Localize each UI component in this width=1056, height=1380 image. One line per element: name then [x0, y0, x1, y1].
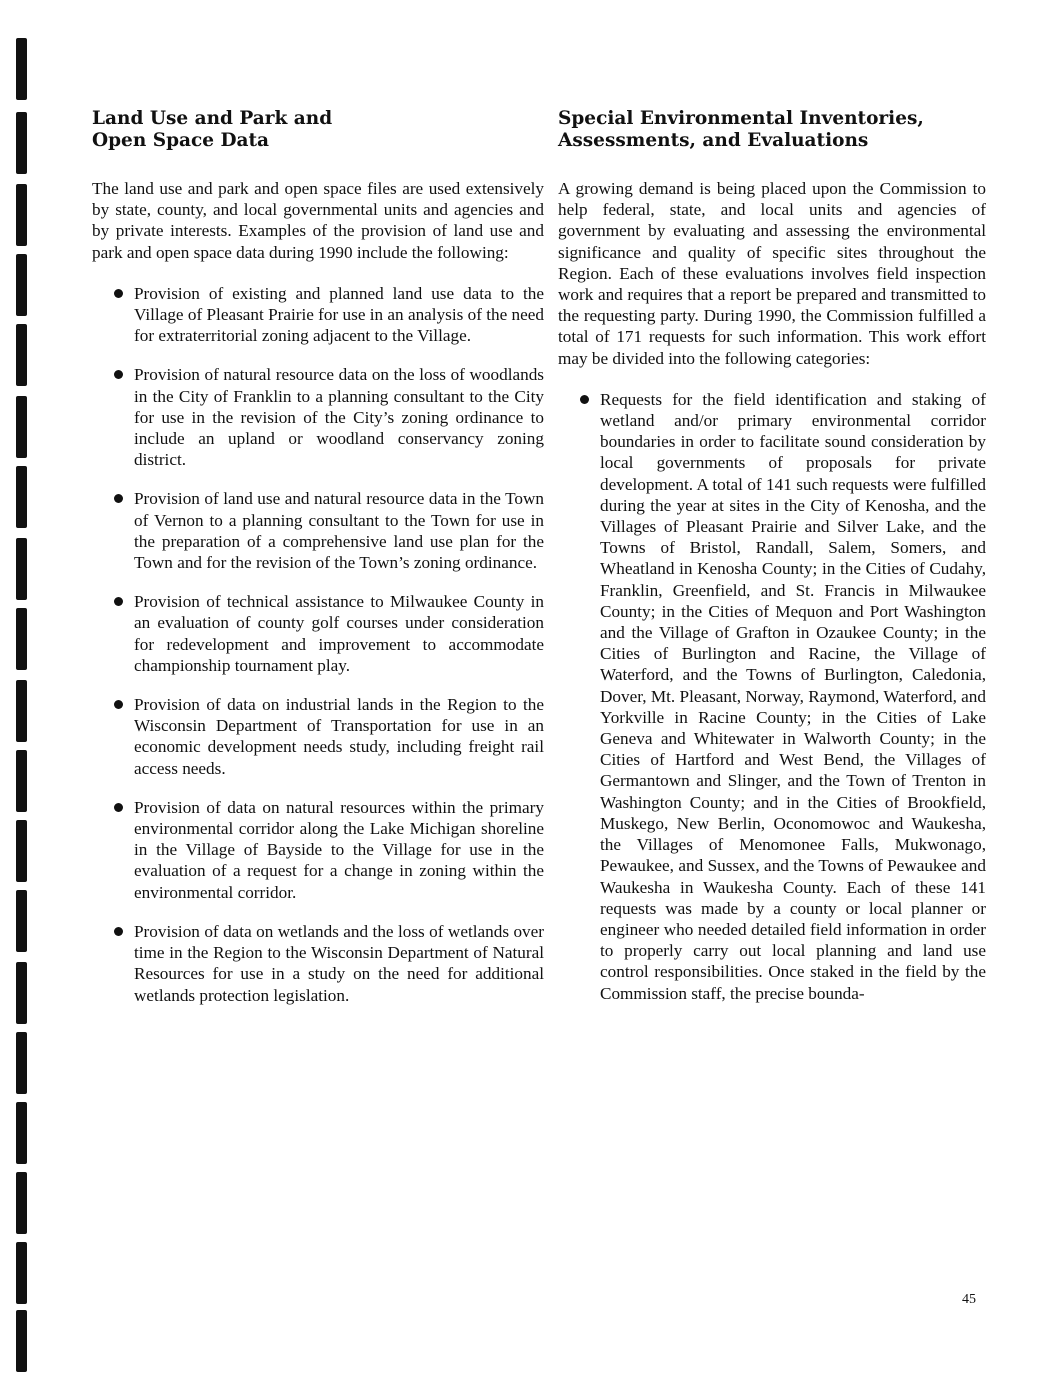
bullet-text: Provision of data on wetlands and the loss of wetlands over time in the Region to the Wisconsin Department of Natural Resources for use in a study on the need for additional wetlands protection legislation. — [134, 921, 544, 1005]
binding-mark — [16, 1102, 27, 1164]
spiral-binding — [16, 0, 28, 1380]
left-heading-line1: Land Use and Park and — [92, 108, 333, 129]
bullet-text: Provision of existing and planned land use data to the Village of Pleasant Prairie for use in an analysis of the need for extraterritorial zoning adjacent to the Village. — [134, 283, 544, 346]
left-heading-line2: Open Space Data — [92, 130, 270, 151]
binding-mark — [16, 1310, 27, 1372]
page-number: 45 — [962, 1292, 976, 1307]
bullet-icon — [114, 803, 123, 812]
bullet-icon — [114, 289, 123, 298]
bullet-icon — [114, 927, 123, 936]
binding-mark — [16, 254, 27, 316]
binding-mark — [16, 608, 27, 670]
bullet-text: Provision of natural resource data on the loss of woodlands in the City of Franklin to a planning consultant to the City for use in the revision of the City’s zoning ordinance to include an upland or woodland conservancy zoning district. — [134, 365, 544, 470]
binding-mark — [16, 890, 27, 952]
bullet-text: Provision of land use and natural resource data in the Town of Vernon to a planning consultant to the Town for use in the preparation of a comprehensive land use plan for the Town and for the revision of the Town’s zoning ordinance. — [134, 489, 544, 573]
binding-mark — [16, 38, 27, 100]
binding-mark — [16, 324, 27, 386]
binding-mark — [16, 820, 27, 882]
binding-mark — [16, 112, 27, 174]
list-item — [92, 488, 544, 573]
bullet-icon — [114, 370, 123, 379]
left-heading — [92, 108, 544, 152]
right-bullet-list — [558, 389, 986, 1004]
left-column — [92, 108, 544, 1024]
bullet-icon — [114, 597, 123, 606]
binding-mark — [16, 538, 27, 600]
binding-mark — [16, 184, 27, 246]
binding-mark — [16, 962, 27, 1024]
list-item — [92, 364, 544, 470]
bullet-icon — [580, 395, 589, 404]
right-heading — [558, 108, 986, 152]
right-column — [558, 108, 986, 1022]
bullet-icon — [114, 494, 123, 503]
binding-mark — [16, 1032, 27, 1094]
right-heading-line1: Special Environmental Inventories, — [558, 108, 924, 129]
list-item — [92, 921, 544, 1006]
list-item — [92, 694, 544, 779]
bullet-text: Requests for the field identification and staking of wetland and/or primary environmental corridor boundaries in order to facilitate sound consideration by local governments of proposals for private development. A total of 141 such requests were fulfilled during the year at sites in the City of Kenosha, and the Villages of Pleasant Prairie and Silver Lake, and the Towns of Bristol, Randall, Salem, Somers, and Wheatland in Kenosha County; in the Cities of Cudahy, Franklin, Greenfield, and St. Francis in Milwaukee County; in the Cities of Mequon and Port Washington and the Village of Grafton in Ozaukee County; in the Cities of Burlington and Racine, the Village of Waterford, and the Towns of Burlington, Caledonia, Dover, Mt. Pleasant, Norway, Raymond, Waterford, and Yorkville in Racine County; in the Cities of Lake Geneva and Whitewater in Walworth County; in the Cities of Hartford and West Bend, the Villages of Germantown and Slinger, and the Town of Trenton in Washington County; and in the Cities of Brookfield, Muskego, New Berlin, Oconomowoc and Waukesha, the Villages of Menomonee Falls, Mukwonago, Pewaukee, and Sussex, and the Towns of Pewaukee and Waukesha in Waukesha County. Each of these 141 requests was made by a county or local planner or engineer who needed detailed field information in order to properly carry out local planning and land use control responsibilities. Once staked in the field by the Commission staff, the precise bounda- — [600, 389, 986, 1003]
binding-mark — [16, 396, 27, 458]
bullet-text: Provision of data on natural resources within the primary environmental corridor along the Lake Michigan shoreline in the Village of Bayside to the Village for use in the evaluation of a request for a change in zoning within the environmental corridor. — [134, 797, 544, 902]
bullet-text: Provision of data on industrial lands in the Region to the Wisconsin Department of Transportation for use in an economic development needs study, including freight rail access needs. — [134, 695, 544, 778]
binding-mark — [16, 1172, 27, 1234]
list-item — [558, 389, 986, 1004]
binding-mark — [16, 1242, 27, 1304]
right-heading-line2: Assessments, and Evaluations — [558, 130, 869, 151]
binding-mark — [16, 750, 27, 812]
binding-mark — [16, 680, 27, 742]
list-item — [92, 591, 544, 676]
right-intro: A growing demand is being placed upon the Commission to help federal, state, and local units and agencies of government by evaluating and assessing the environmental significance and quality of specific sites throughout the Region. Each of these evaluations involves field inspection work and requires that a report be prepared and transmitted to the requesting party. During 1990, the Commission fulfilled a total of 171 requests for such information. This work effort may be divided into the following categories: — [558, 179, 986, 368]
bullet-icon — [114, 700, 123, 709]
bullet-text: Provision of technical assistance to Milwaukee County in an evaluation of county golf courses under consideration for redevelopment and improvement to accommodate championship tournament play. — [134, 592, 544, 675]
left-bullet-list — [92, 283, 544, 1006]
binding-mark — [16, 466, 27, 528]
list-item — [92, 283, 544, 347]
left-intro: The land use and park and open space files are used extensively by state, county, and local governmental units and agencies and by private interests. Examples of the provision of land use and park and open space data during 1990 include the following: — [92, 179, 544, 262]
list-item — [92, 797, 544, 903]
